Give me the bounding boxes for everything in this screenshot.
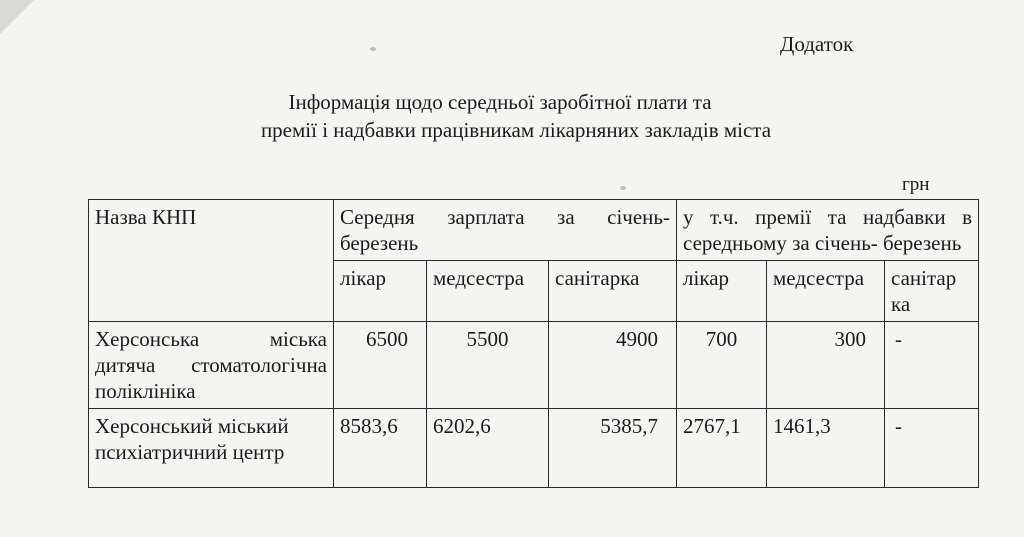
table-header-row <box>89 200 979 261</box>
folded-corner <box>0 0 34 34</box>
row-name-cell: Херсонський міський психіатричний центр <box>89 409 334 488</box>
table-row <box>89 409 979 488</box>
header-cell-bonus: у т.ч. премії та надбавки в середньому за січень- березень <box>677 200 979 261</box>
value-cell: 8583,6 <box>334 409 427 488</box>
value-cell: 6202,6 <box>427 409 549 488</box>
value-cell: - <box>885 322 979 409</box>
table-row <box>89 322 979 409</box>
subheader-cell: медсестра <box>427 261 549 322</box>
header-cell-name: Назва КНП <box>89 200 334 322</box>
value-cell: 5500 <box>427 322 549 409</box>
currency-unit: грн <box>902 174 930 195</box>
subheader-cell: лікар <box>334 261 427 322</box>
document-title-line-2: премії і надбавки працівникам лікарняних закладів міста <box>260 118 772 142</box>
scan-speck <box>620 186 626 190</box>
scan-speck <box>370 47 376 51</box>
header-cell-salary: Середня зарплата за січень- березень <box>334 200 677 261</box>
value-cell: 300 <box>767 322 885 409</box>
salary-table <box>88 199 979 488</box>
document-title-line-1: Інформація щодо середньої заробітної плати та <box>288 90 712 114</box>
value-cell: 1461,3 <box>767 409 885 488</box>
value-cell: 5385,7 <box>549 409 677 488</box>
subheader-cell: санітарка <box>549 261 677 322</box>
row-name-cell: Херсонська міська дитяча стоматологічна поліклініка <box>89 322 334 409</box>
value-cell: - <box>885 409 979 488</box>
subheader-cell: санітар ка <box>885 261 979 322</box>
subheader-cell: лікар <box>677 261 767 322</box>
value-cell: 2767,1 <box>677 409 767 488</box>
subheader-cell: медсестра <box>767 261 885 322</box>
value-cell: 6500 <box>334 322 427 409</box>
appendix-label: Додаток <box>780 32 854 56</box>
value-cell: 4900 <box>549 322 677 409</box>
value-cell: 700 <box>677 322 767 409</box>
